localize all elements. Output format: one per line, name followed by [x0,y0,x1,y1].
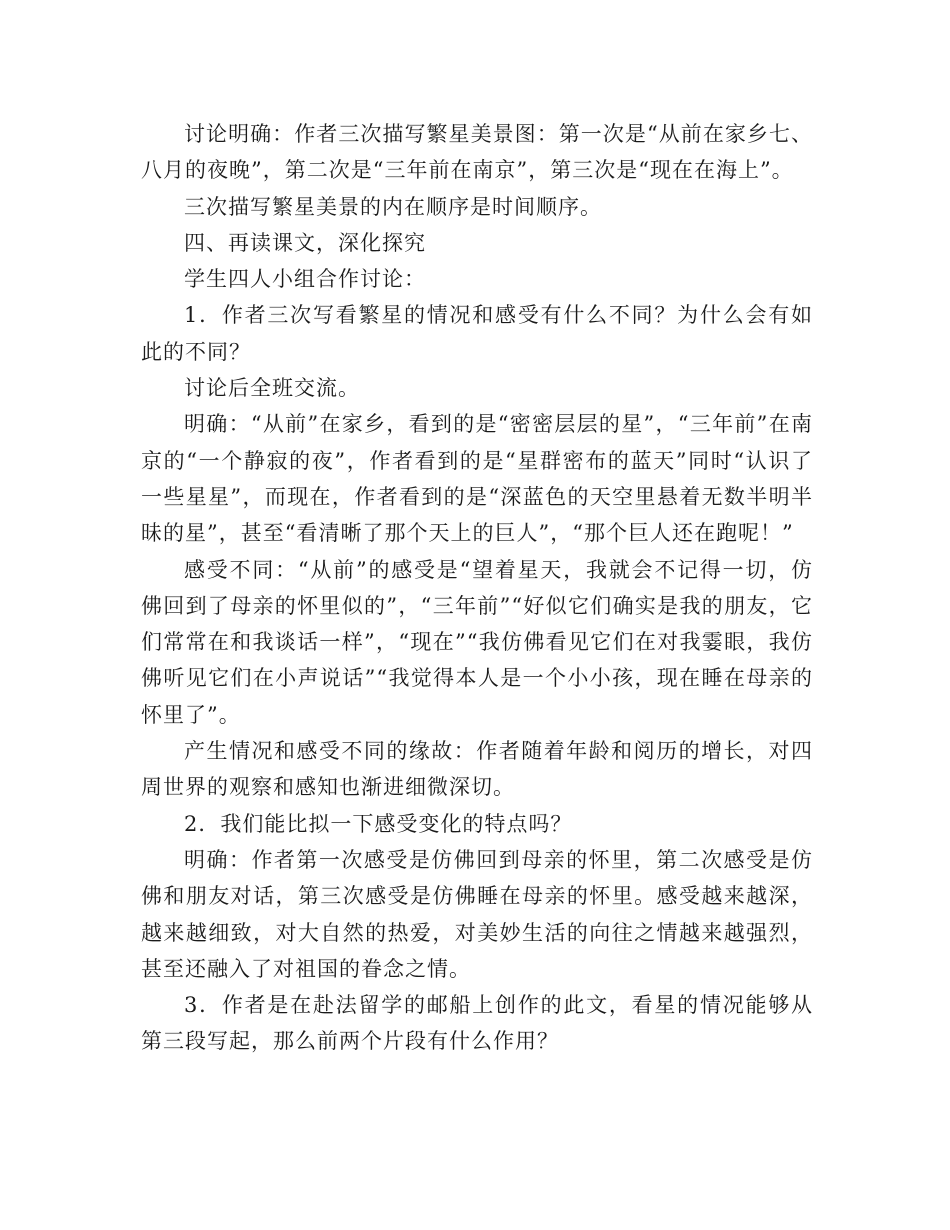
question-3: 3．作者是在赴法留学的邮船上创作的此文，看星的情况能够从第三段写起，那么前两个片段有什么作用？ [141,993,813,1054]
paragraph-time-order: 三次描写繁星美景的内在顺序是时间顺序。 [184,194,602,219]
question-1: 1．作者三次写看繁星的情况和感受有什么不同？为什么会有如此的不同？ [141,303,813,364]
paragraph-discussion-clarified: 讨论明确：作者三次描写繁星美景图：第一次是“从前在家乡七、八月的夜晚”，第二次是“三年前在南京”，第三次是“现在在海上”。 [141,122,813,183]
paragraph-clarify-scenes: 明确：“从前”在家乡，看到的是“密密层层的星”，“三年前”在南京的“一个静寂的夜”，作者看到的是“星群密布的蓝天”同时“认识了一些星星”，而现在，作者看到的是“深蓝色的天空里悬着无数半明半昧的星”，甚至“看清晰了那个天上的巨人”，“那个巨人还在跑呢！” [141,412,813,546]
question-2: 2．我们能比拟一下感受变化的特点吗？ [184,811,573,836]
paragraph-group-discussion: 学生四人小组合作讨论： [184,267,426,292]
paragraph-clarify-changes: 明确：作者第一次感受是仿佛回到母亲的怀里，第二次感受是仿佛和朋友对话，第三次感受是仿佛睡在母亲的怀里。感受越来越深，越来越细致，对大自然的热爱，对美妙生活的向往之情越来越强烈，甚至还融入了对祖国的眷念之情。 [141,847,813,981]
section-heading-reread: 四、再读课文，深化探究 [184,230,426,255]
paragraph-class-exchange: 讨论后全班交流。 [184,376,360,401]
paragraph-reason: 产生情况和感受不同的缘故：作者随着年龄和阅历的增长，对四周世界的观察和感知也渐进细微深切。 [141,739,813,800]
paragraph-different-feelings: 感受不同：“从前”的感受是“望着星天，我就会不记得一切，仿佛回到了母亲的怀里似的”，“三年前”“好似它们确实是我的朋友，它们常常在和我谈话一样”，“现在”“我仿佛看见它们在对我霎眼，我仿佛听见它们在小声说话”“我觉得本人是一个小小孩，现在睡在母亲的怀里了”。 [141,557,813,727]
document-body [141,116,813,1060]
